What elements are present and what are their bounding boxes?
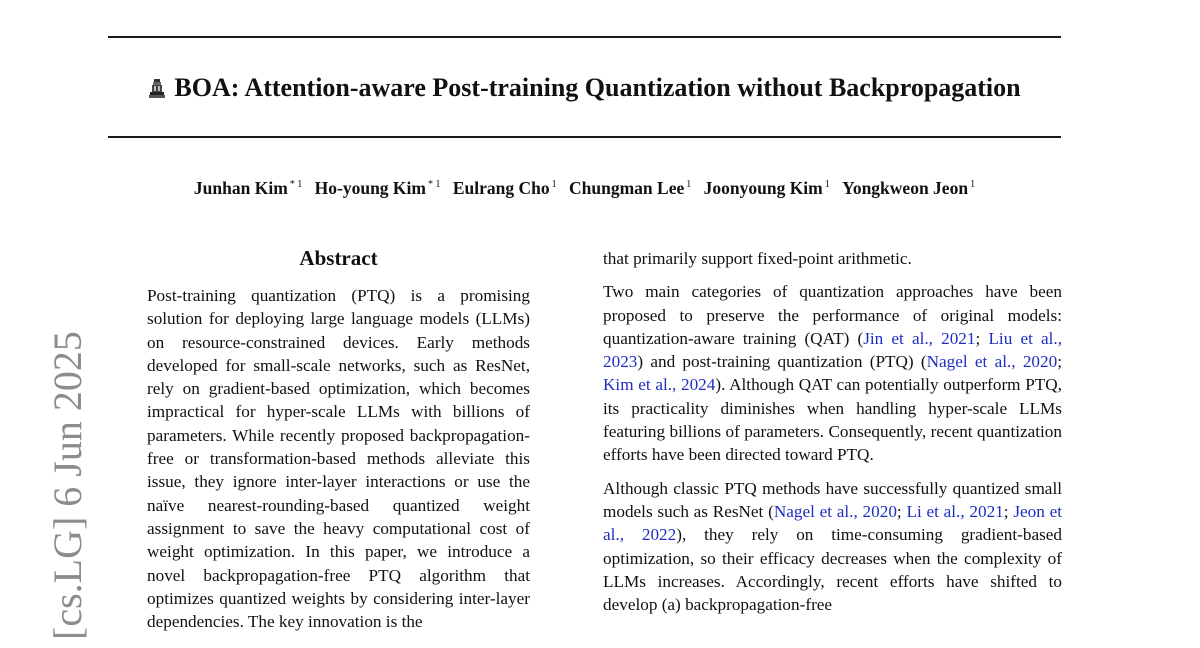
author-name: Yongkweon Jeon — [842, 178, 969, 198]
author-5 — [704, 178, 830, 198]
top-rule — [108, 36, 1061, 38]
author-name: Eulrang Cho — [452, 178, 550, 198]
author-name: Joonyoung Kim — [703, 178, 823, 198]
author-affiliation: 1 — [551, 179, 557, 190]
author-name: Chungman Lee — [569, 178, 685, 198]
intro-paragraph-2 — [603, 477, 1062, 617]
intro-paragraph-1 — [603, 280, 1062, 466]
paragraph-text: ). Although QAT can potentially outperform PTQ, its practicality diminishes when handling hyper-scale LLMs featuring billions of parameters. Consequently, recent quantization efforts have been directed toward PTQ. — [603, 375, 1062, 465]
author-affiliation: 1 — [970, 179, 976, 190]
citation-link[interactable]: Kim et al., 2024 — [603, 375, 716, 395]
paragraph-text: ; — [896, 501, 907, 521]
paper-title — [108, 70, 1061, 106]
author-affiliation: * 1 — [289, 179, 303, 190]
statue-logo-icon — [148, 78, 166, 98]
paragraph-text: ; — [1003, 501, 1014, 521]
citation-link[interactable]: Nagel et al., 2020 — [926, 352, 1058, 372]
citation-link[interactable]: Jin et al., 2021 — [863, 328, 976, 348]
author-1 — [194, 178, 302, 198]
citation-link[interactable]: Li et al., 2021 — [906, 501, 1004, 521]
author-affiliation: 1 — [824, 179, 830, 190]
author-name: Ho-young Kim — [314, 178, 426, 198]
paragraph-text: ; — [975, 328, 989, 348]
paragraph-text: ) and post-training quantization (PTQ) ( — [637, 352, 927, 372]
paragraph-text: Two main categories of quantization approaches have been proposed to preserve the performance of original models: quantization-aware training (QAT) ( — [603, 282, 1062, 348]
author-4 — [569, 178, 691, 198]
author-name: Junhan Kim — [193, 178, 288, 198]
intro-column — [603, 247, 1062, 626]
paragraph-text: Although classic PTQ methods have successfully quantized small models such as ResNet ( — [603, 478, 1062, 521]
arxiv-identifier: [cs.LG] 6 Jun 2025 — [45, 331, 90, 640]
paragraph-text: ), they rely on time-consuming gradient-based optimization, so their efficacy decreases when the complexity of LLMs increases. Accordingly, recent efforts have shifted to develop (a) backpropagation-free — [603, 525, 1062, 615]
citation-link[interactable]: Liu et al., 2023 — [603, 328, 1063, 372]
author-affiliation: * 1 — [428, 179, 441, 190]
bottom-rule — [108, 136, 1061, 138]
citation-link[interactable]: Nagel et al., 2020 — [773, 501, 897, 521]
author-3 — [453, 178, 557, 198]
author-2 — [315, 178, 441, 198]
abstract-column — [147, 244, 530, 643]
intro-paragraph-0: that primarily support fixed-point arithmetic. — [603, 249, 912, 268]
author-6 — [842, 178, 975, 198]
author-list — [108, 178, 1061, 199]
arxiv-sidebar — [20, 322, 90, 640]
paper-title-text: BOA: Attention-aware Post-training Quantization without Backpropagation — [174, 73, 1021, 102]
author-affiliation: 1 — [686, 179, 692, 190]
paragraph-text: ; — [1057, 352, 1062, 372]
abstract-text: Post-training quantization (PTQ) is a promising solution for deploying large language models (LLMs) on resource-constrained devices. Early methods developed for small-scale networks, such as ResNet, rely on gradient-based optimization, which becomes impractical for hyper-scale LLMs with billions of parameters. While recently proposed backpropagation-free or transformation-based methods alleviate this issue, they ignore inter-layer interactions or use the naïve nearest-rounding-based quantized weight assignment to save the heavy computational cost of weight optimization. In this paper, we introduce a novel backpropagation-free PTQ algorithm that optimizes quantized weights by considering inter-layer dependencies. The key innovation is the — [147, 286, 530, 632]
citation-link[interactable]: Jeon et al., 2022 — [603, 501, 1062, 545]
abstract-heading: Abstract — [299, 246, 378, 270]
